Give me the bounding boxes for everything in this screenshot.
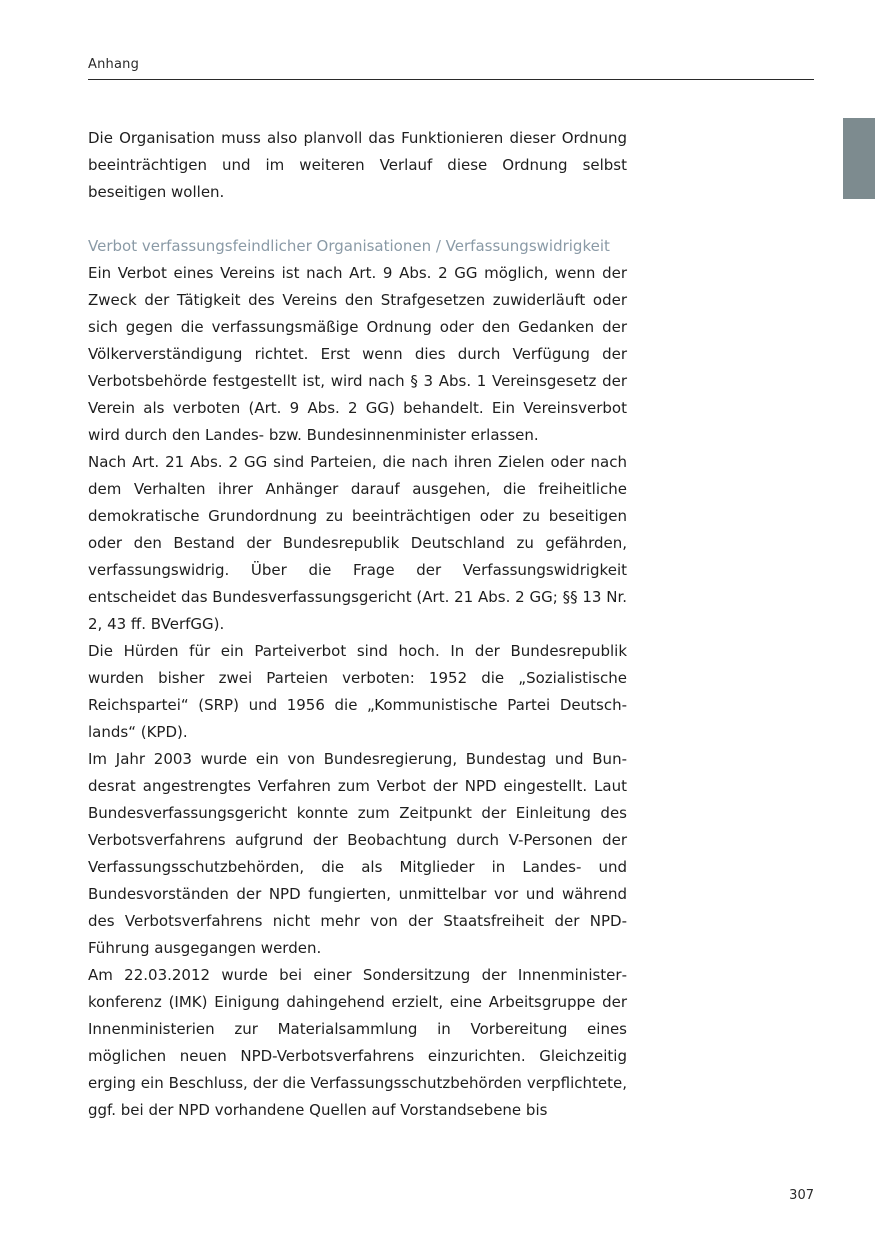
body-paragraph: Am 22.03.2012 wurde bei einer Sondersitzung der Innenministerkonferenz (IMK) Einigung dahingehend erzielt, eine Arbeitsgruppe der Innenministerien zur Materialsammlung in Vorbereitung eines möglichen neuen NPD-Verbotsverfahrens einzurichten. Gleichzeitig erging ein Beschluss, der die Verfassungsschutzbehörden verpflichtete, ggf. bei der NPD vorhandene Quellen auf Vorstandsebene bis [88, 966, 627, 1119]
body-paragraph: Im Jahr 2003 wurde ein von Bundesregierung, Bundestag und Bundesrat angestrengtes Verfahren zum Verbot der NPD eingestellt. Laut Bundesverfassungsgericht konnte zum Zeitpunkt der Einleitung des Verbotsverfahrens aufgrund der Beobachtung durch V-Personen der Verfassungsschutzbehörden, die als Mitglieder in Landes- und Bundesvorständen der NPD fungierten, unmittelbar vor und während des Verbotsverfahrens nicht mehr von der Staatsfreiheit der NPD-Führung ausgegangen werden. [88, 750, 627, 957]
body-paragraph: Nach Art. 21 Abs. 2 GG sind Parteien, die nach ihren Zielen oder nach dem Verhalten ihrer Anhänger darauf ausgehen, die freiheitliche demokratische Grundordnung zu beeinträchtigen oder zu beseitigen oder den Bestand der Bundesrepublik Deutschland zu gefährden, verfassungswidrig. Über die Frage der Verfassungswidrigkeit entscheidet das Bundesverfassungsgericht (Art. 21 Abs. 2 GG; §§ 13 Nr. 2, 43 ff. BVerfGG). [88, 453, 627, 633]
body-paragraph: Ein Verbot eines Vereins ist nach Art. 9 Abs. 2 GG möglich, wenn der Zweck der Tätigkeit des Vereins den Strafgesetzen zuwiderläuft oder sich gegen die verfassungsmäßige Ordnung oder den Gedanken der Völkerverständigung richtet. Erst wenn dies durch Verfügung der Verbotsbehörde festgestellt ist, wird nach § 3 Abs. 1 Vereinsgesetz der Verein als verboten (Art. 9 Abs. 2 GG) behandelt. Ein Vereinsverbot wird durch den Landes- bzw. Bundesinnenminister erlassen. [88, 264, 627, 444]
intro-paragraph: Die Organisation muss also planvoll das Funktionieren dieser Ordnung beeinträchtigen und im weiteren Verlauf diese Ordnung selbst beseitigen wollen. [88, 129, 627, 201]
header-rule [88, 79, 814, 80]
page-number: 307 [789, 1188, 814, 1203]
text-column [88, 125, 627, 1124]
chapter-thumb-tab [843, 118, 875, 199]
body-paragraph: Die Hürden für ein Parteiverbot sind hoch. In der Bundesrepublik wurden bisher zwei Parteien verboten: 1952 die „Sozialistische Reichspartei“ (SRP) und 1956 die „Kommunistische Partei Deutschlands“ (KPD). [88, 642, 627, 741]
section-heading: Verbot verfassungsfeindlicher Organisationen / Verfassungswidrigkeit [88, 237, 610, 255]
paragraph-spacer [88, 206, 627, 233]
running-head: Anhang [88, 57, 140, 72]
